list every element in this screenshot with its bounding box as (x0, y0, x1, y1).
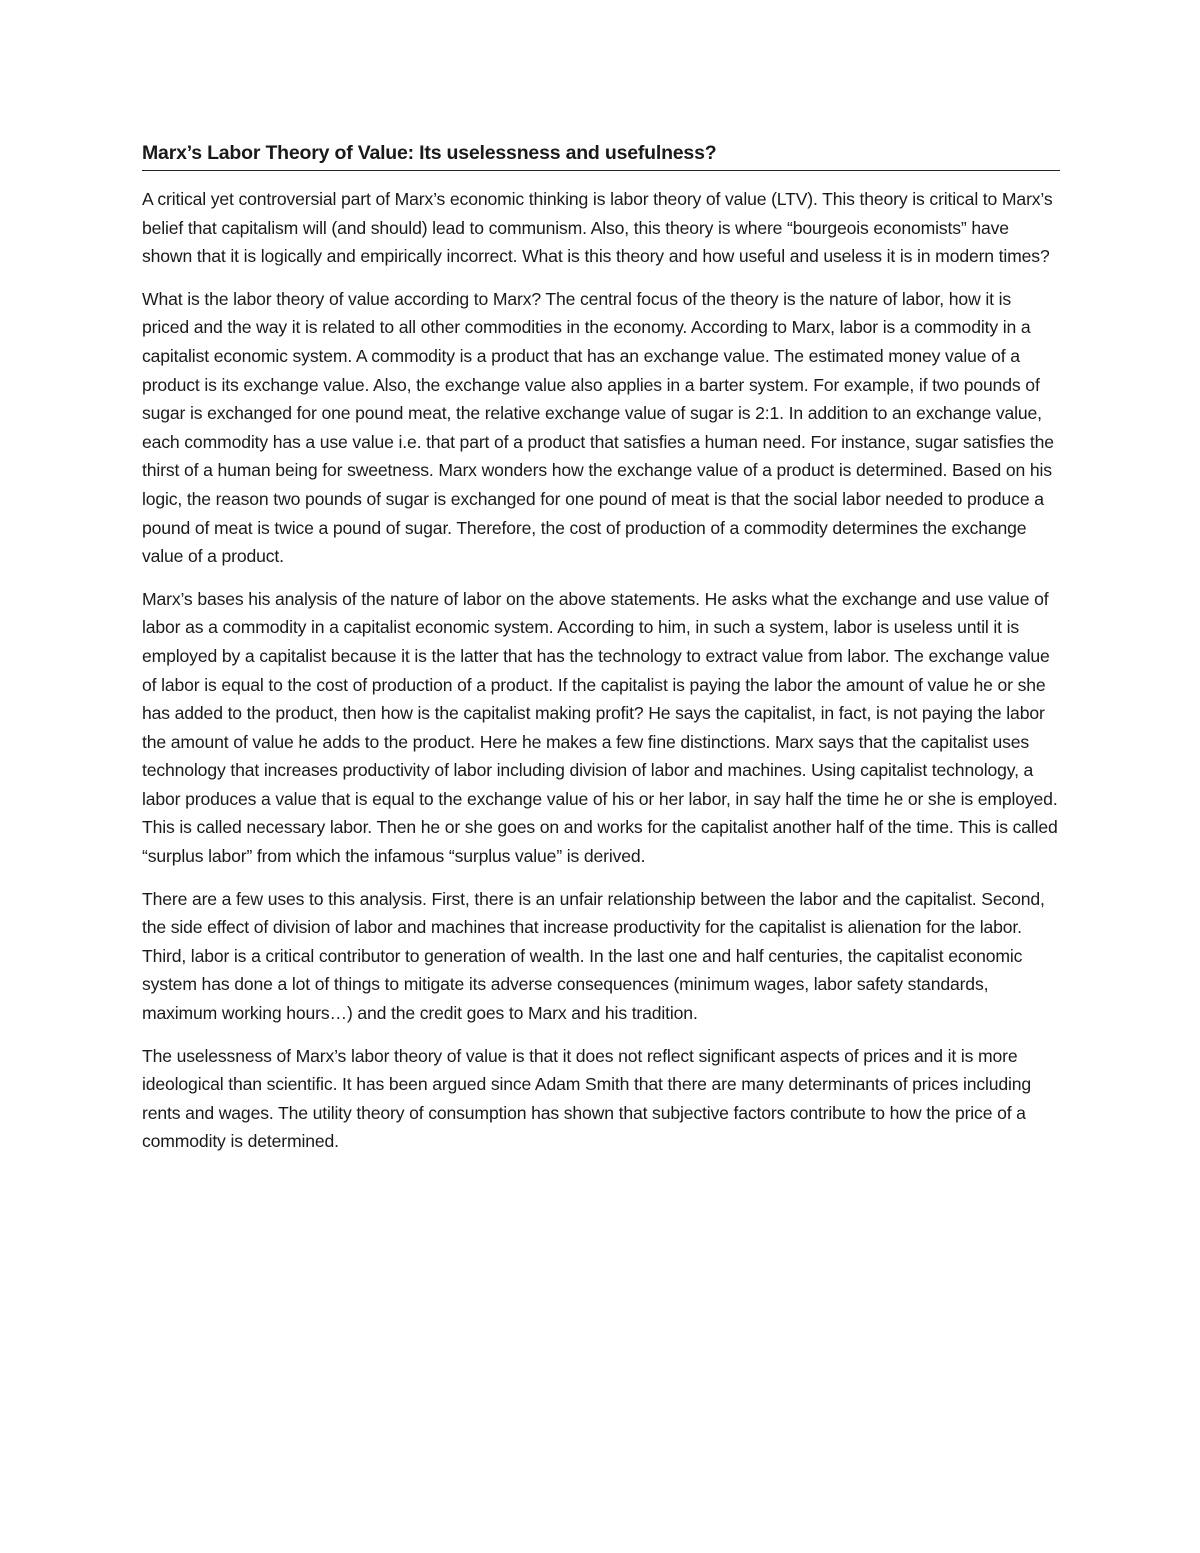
paragraph-uselessness: The uselessness of Marx’s labor theory of value is that it does not reflect significant aspects of prices and it is more ideological than scientific. It has been argued since Adam Smith that there are many determinants of prices including rents and wages. The utility theory of consumption has shown that subjective factors contribute to how the price of a commodity is determined. (142, 1045, 1032, 1152)
paragraph-uses: There are a few uses to this analysis. First, there is an unfair relationship between the labor and the capitalist. Second, the side effect of division of labor and machines that increase productivity for the capitalist is alienation for the labor. Third, labor is a critical contributor to generation of wealth. In the last one and half centuries, the capitalist economic system has done a lot of things to mitigate its adverse consequences (minimum wages, labor safety standards, maximum working hours…) and the credit goes to Marx and his tradition. (142, 888, 1045, 1024)
paragraph-ltv-definition: What is the labor theory of value according to Marx? The central focus of the theory is the nature of labor, how it is priced and the way it is related to all other commodities in the economy. According to Marx, labor is a commodity in a capitalist economic system. A commodity is a product that has an exchange value. The estimated money value of a product is its exchange value. Also, the exchange value also applies in a barter system. For example, if two pounds of sugar is exchanged for one pound meat, the relative exchange value of sugar is 2:1. In addition to an exchange value, each commodity has a use value i.e. that part of a product that satisfies a human need. For instance, sugar satisfies the thirst of a human being for sweetness. Marx wonders how the exchange value of a product is determined. Based on his logic, the reason two pounds of sugar is exchanged for one pound of meat is that the social labor needed to produce a pound of meat is twice a pound of sugar. Therefore, the cost of production of a commodity determines the exchange value of a product. (142, 288, 1054, 567)
document-body (142, 138, 1060, 1170)
document-title: Marx’s Labor Theory of Value: Its uselessness and usefulness? (142, 138, 1060, 171)
paragraph-introduction: A critical yet controversial part of Marx’s economic thinking is labor theory of value (LTV). This theory is critical to Marx’s belief that capitalism will (and should) lead to communism. Also, this theory is where “bourgeois economists” have shown that it is logically and empirically incorrect. What is this theory and how useful and useless it is in modern times? (142, 189, 1053, 267)
paragraph-labor-analysis: Marx’s bases his analysis of the nature of labor on the above statements. He asks what the exchange and use value of labor as a commodity in a capitalist economic system. According to him, in such a system, labor is useless until it is employed by a capitalist because it is the latter that has the technology to extract value from labor. The exchange value of labor is equal to the cost of production of a product. If the capitalist is paying the labor the amount of value he or she has added to the product, then how is the capitalist making profit? He says the capitalist, in fact, is not paying the labor the amount of value he adds to the product. Here he makes a few fine distinctions. Marx says that the capitalist uses technology that increases productivity of labor including division of labor and machines. Using capitalist technology, a labor produces a value that is equal to the exchange value of his or her labor, in say half the time he or she is employed. This is called necessary labor. Then he or she goes on and works for the capitalist another half of the time. This is called “surplus labor” from which the infamous “surplus value” is derived. (142, 588, 1058, 867)
